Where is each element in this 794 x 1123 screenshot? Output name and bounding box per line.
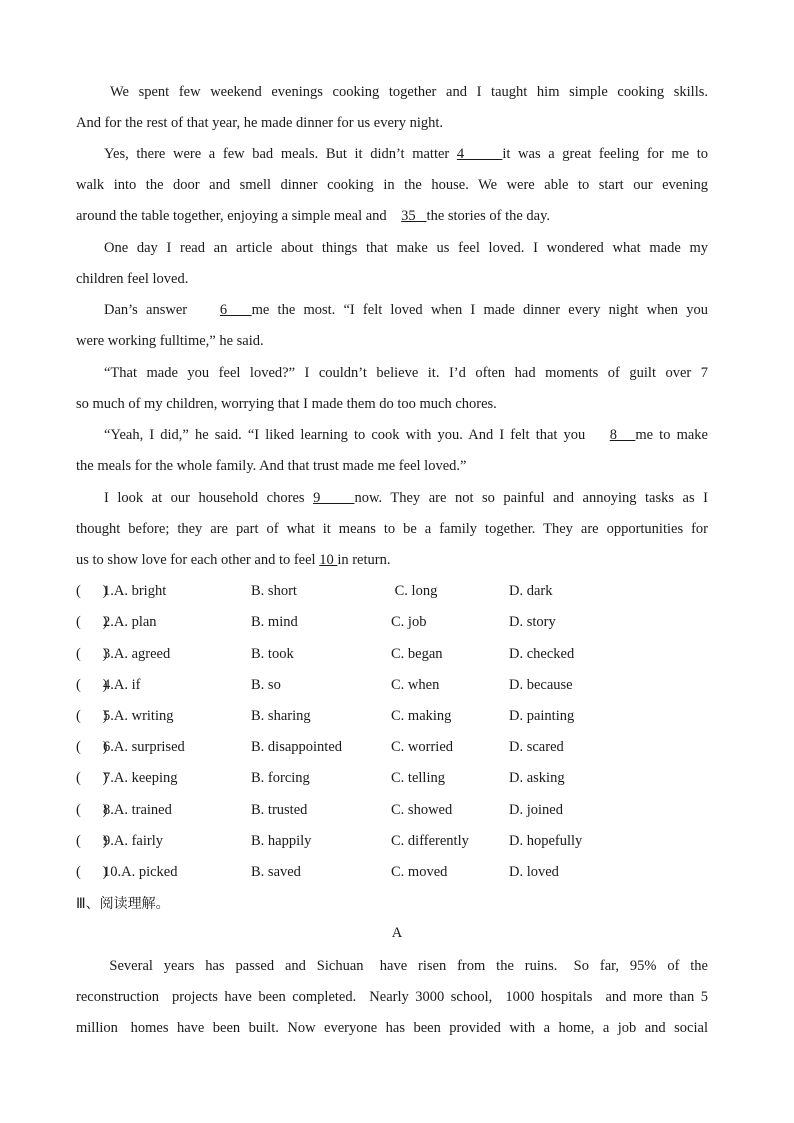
answer-blank[interactable]: ( ) [76, 864, 108, 880]
paragraph-line: I look at our household chores 9 now. They are not so painful and annoying tasks as I [104, 490, 708, 506]
paragraph-7 [76, 483, 708, 577]
answer-blank[interactable]: ( ) [76, 770, 108, 786]
option-c: C. showed [391, 802, 453, 818]
option-d: D. scared [509, 739, 564, 755]
option-a: 9.A. fairly [103, 833, 163, 849]
blank-5: 35 [401, 208, 427, 225]
paragraph-line: million homes have been built. Now everyone has been provided with a home, a job and social [76, 1020, 708, 1037]
option-row [76, 646, 716, 666]
answer-blank[interactable]: ( ) [76, 614, 108, 630]
section-heading: Ⅲ、阅读理解。 [76, 896, 170, 912]
option-a: 5.A. writing [103, 708, 174, 724]
blank-6: 6 [219, 302, 252, 318]
blank-4: 4 [456, 146, 503, 162]
paragraph-line: around the table together, enjoying a simple meal and 35 the stories of the day. [76, 208, 551, 225]
answer-blank[interactable]: ( ) [76, 739, 108, 755]
option-c: C. long [391, 583, 438, 599]
option-b: B. forcing [251, 770, 310, 786]
paragraph-5 [76, 358, 708, 420]
option-a: 10.A. picked [103, 864, 178, 880]
option-b: B. short [251, 583, 297, 599]
blank-8: 8 [609, 427, 636, 443]
paragraph-6 [76, 420, 708, 482]
option-row [76, 864, 716, 884]
option-d: D. joined [509, 802, 563, 818]
option-b: B. took [251, 646, 294, 662]
answer-blank[interactable]: ( ) [76, 833, 108, 849]
paragraph-2 [76, 139, 708, 233]
option-row [76, 739, 716, 759]
option-c: C. moved [391, 864, 448, 880]
option-b: B. mind [251, 614, 298, 630]
option-d: D. story [509, 614, 556, 630]
option-a: 3.A. agreed [103, 646, 171, 662]
option-c: C. worried [391, 739, 454, 755]
answer-blank[interactable]: ( ) [76, 708, 108, 724]
paragraph-line: We spent few weekend evenings cooking together and I taught him simple cooking skills. [110, 84, 708, 100]
paragraph-line: Several years has passed and Sichuan have risen from the ruins. So far, 95% of the [104, 958, 708, 974]
option-row [76, 614, 716, 634]
option-a: 4.A. if [103, 677, 141, 693]
option-a: 8.A. trained [103, 802, 172, 818]
option-c: C. telling [391, 770, 445, 786]
option-row [76, 583, 716, 603]
option-c: C. making [391, 708, 452, 724]
paragraph-line: And for the rest of that year, he made dinner for us every night. [76, 115, 444, 132]
option-a: 1.A. bright [103, 583, 167, 599]
answer-blank[interactable]: ( ) [76, 583, 108, 599]
option-a: 6.A. surprised [103, 739, 185, 755]
paragraph-1 [76, 77, 708, 139]
blank-9: 9 [313, 490, 355, 506]
paragraph-line: reconstruction projects have been completed. Nearly 3000 school, 1000 hospitals and more than 5 [76, 989, 708, 1006]
answer-blank[interactable]: ( ) [76, 677, 108, 693]
paragraph-line: Dan’s answer 6 me the most. “I felt loved when I made dinner every night when you [104, 302, 708, 318]
option-b: B. happily [251, 833, 312, 849]
option-c: C. when [391, 677, 440, 693]
option-d: D. asking [509, 770, 565, 786]
option-b: B. trusted [251, 802, 308, 818]
option-row [76, 770, 716, 790]
paragraph-line: One day I read an article about things that make us feel loved. I wondered what made my [104, 240, 708, 256]
option-a: 7.A. keeping [103, 770, 178, 786]
option-c: C. job [391, 614, 427, 630]
paragraph-line: Yes, there were a few bad meals. But it didn’t matter 4 it was a great feeling for me to [104, 146, 708, 162]
option-d: D. dark [509, 583, 553, 599]
option-row [76, 677, 716, 697]
option-d: D. because [509, 677, 573, 693]
paragraph-line: thought before; they are part of what it means to be a family together. They are opportunities for [76, 521, 708, 538]
option-d: D. checked [509, 646, 575, 662]
paragraph-line: so much of my children, worrying that I made them do too much chores. [76, 396, 497, 413]
option-c: C. differently [391, 833, 469, 849]
passage-title: A [391, 925, 403, 941]
paragraph-line: “That made you feel loved?” I couldn’t believe it. I’d often had moments of guilt over 7 [104, 365, 708, 381]
paragraph-line: us to show love for each other and to feel 10 in return. [76, 552, 391, 569]
option-d: D. loved [509, 864, 559, 880]
paragraph-line: “Yeah, I did,” he said. “I liked learning to cook with you. And I felt that you 8 me to make [104, 427, 708, 443]
paragraph-line: children feel loved. [76, 271, 189, 288]
paragraph-3 [76, 233, 708, 295]
option-row [76, 833, 716, 853]
option-b: B. disappointed [251, 739, 343, 755]
option-b: B. so [251, 677, 281, 693]
option-b: B. sharing [251, 708, 311, 724]
paragraph-line: the meals for the whole family. And that trust made me feel loved.” [76, 458, 467, 475]
option-a: 2.A. plan [103, 614, 157, 630]
option-row [76, 802, 716, 822]
paragraph-4 [76, 295, 708, 357]
reading-passage-a [76, 951, 708, 1045]
paragraph-line: were working fulltime,” he said. [76, 333, 264, 350]
option-d: D. hopefully [509, 833, 583, 849]
option-b: B. saved [251, 864, 301, 880]
option-row [76, 708, 716, 728]
option-d: D. painting [509, 708, 575, 724]
option-c: C. began [391, 646, 443, 662]
blank-10: 10 [319, 552, 338, 569]
answer-blank[interactable]: ( ) [76, 802, 108, 818]
paragraph-line: walk into the door and smell dinner cooking in the house. We were able to start our evening [76, 177, 708, 194]
answer-blank[interactable]: ( ) [76, 646, 108, 662]
